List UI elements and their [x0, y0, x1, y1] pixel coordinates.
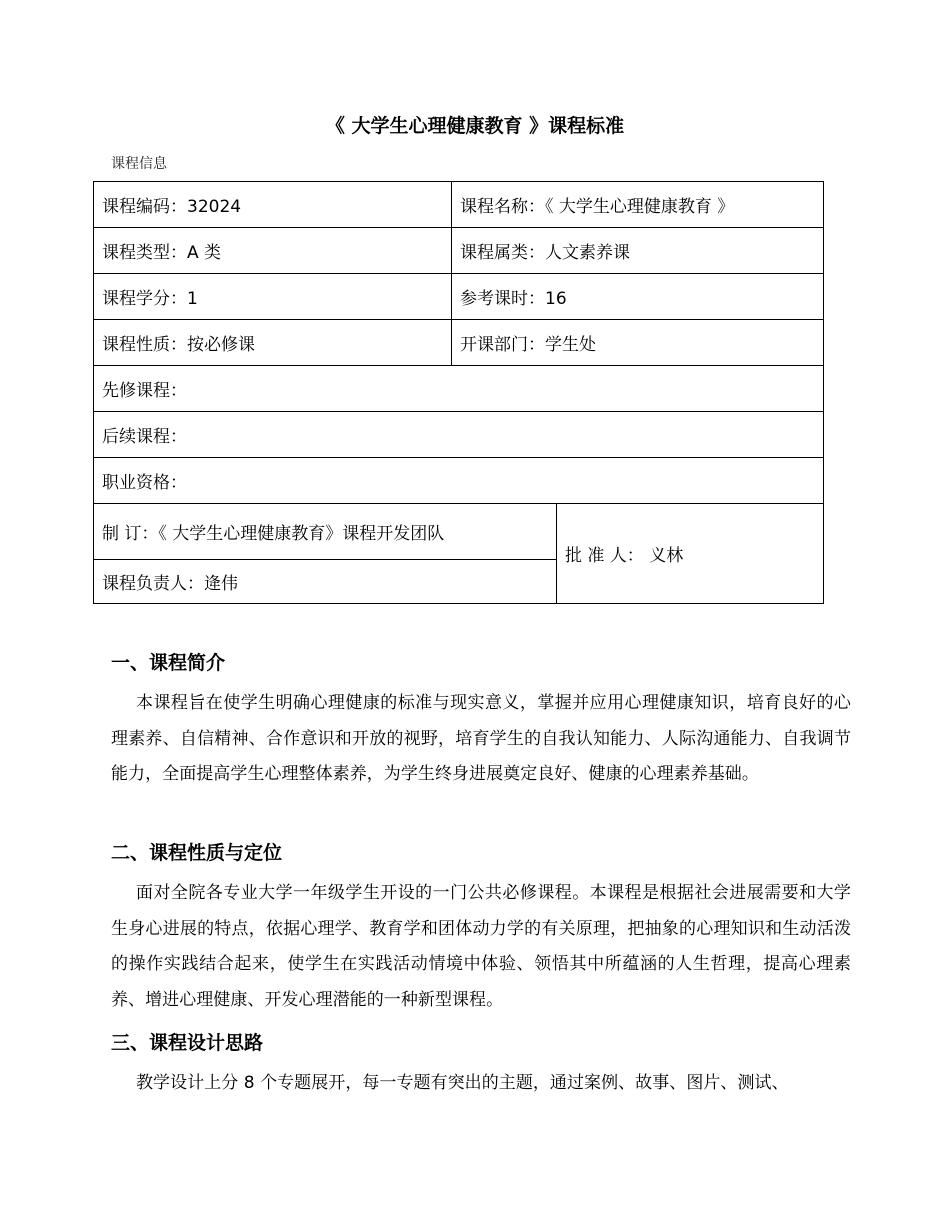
- document-title: 《 大学生心理健康教育 》课程标准: [325, 115, 625, 137]
- approved-by-cell: 批 准 人： 义林: [557, 504, 824, 604]
- course-code-cell: 课程编码：32024: [94, 182, 452, 228]
- course-nature-cell: 课程性质：按必修课: [94, 320, 452, 366]
- section-body-design: 教学设计上分 8 个专题展开，每一专题有突出的主题，通过案例、故事、图片、测试、: [136, 1073, 789, 1093]
- table-row: [94, 412, 824, 458]
- table-row: [94, 320, 824, 366]
- section-heading-design: 三、课程设计思路: [111, 1032, 264, 1054]
- prerequisite-cell: 先修课程：: [94, 366, 824, 412]
- course-type-cell: 课程类型：A 类: [94, 228, 452, 274]
- course-lead-cell: 课程负责人：逄伟: [94, 560, 557, 604]
- section-heading-nature: 二、课程性质与定位: [111, 842, 283, 864]
- course-name-cell: 课程名称：《 大学生心理健康教育 》: [452, 182, 824, 228]
- department-cell: 开课部门：学生处: [452, 320, 824, 366]
- table-row: [94, 504, 824, 560]
- table-row: [94, 182, 824, 228]
- section-body-intro: 本课程旨在使学生明确心理健康的标准与现实意义，掌握并应用心理健康知识，培育良好的心理素养、自信精神、合作意识和开放的视野，培育学生的自我认知能力、人际沟通能力、自我调节能力，全面提高学生心理整体素养，为学生终身进展奠定良好、健康的心理素养基础。: [111, 693, 851, 784]
- table-row: [94, 274, 824, 320]
- course-info-table: [93, 181, 824, 604]
- course-category-cell: 课程属类：人文素养课: [452, 228, 824, 274]
- follow-up-cell: 后续课程：: [94, 412, 824, 458]
- qualification-cell: 职业资格：: [94, 458, 824, 504]
- table-row: [94, 458, 824, 504]
- course-credit-cell: 课程学分：1: [94, 274, 452, 320]
- info-caption: 课程信息: [111, 156, 167, 172]
- section-heading-intro: 一、课程简介: [111, 652, 226, 674]
- table-row: [94, 228, 824, 274]
- section-body-nature: 面对全院各专业大学一年级学生开设的一门公共必修课程。本课程是根据社会进展需要和大学生身心进展的特点，依据心理学、教育学和团体动力学的有关原理，把抽象的心理知识和生动活泼的操作实践结合起来，使学生在实践活动情境中体验、领悟其中所蕴涵的人生哲理，提高心理素养、增进心理健康、开发心理潜能的一种新型课程。: [111, 883, 851, 1010]
- reference-hours-cell: 参考课时：16: [452, 274, 824, 320]
- prepared-by-cell: 制 订：《 大学生心理健康教育》课程开发团队: [94, 504, 557, 560]
- table-row: [94, 366, 824, 412]
